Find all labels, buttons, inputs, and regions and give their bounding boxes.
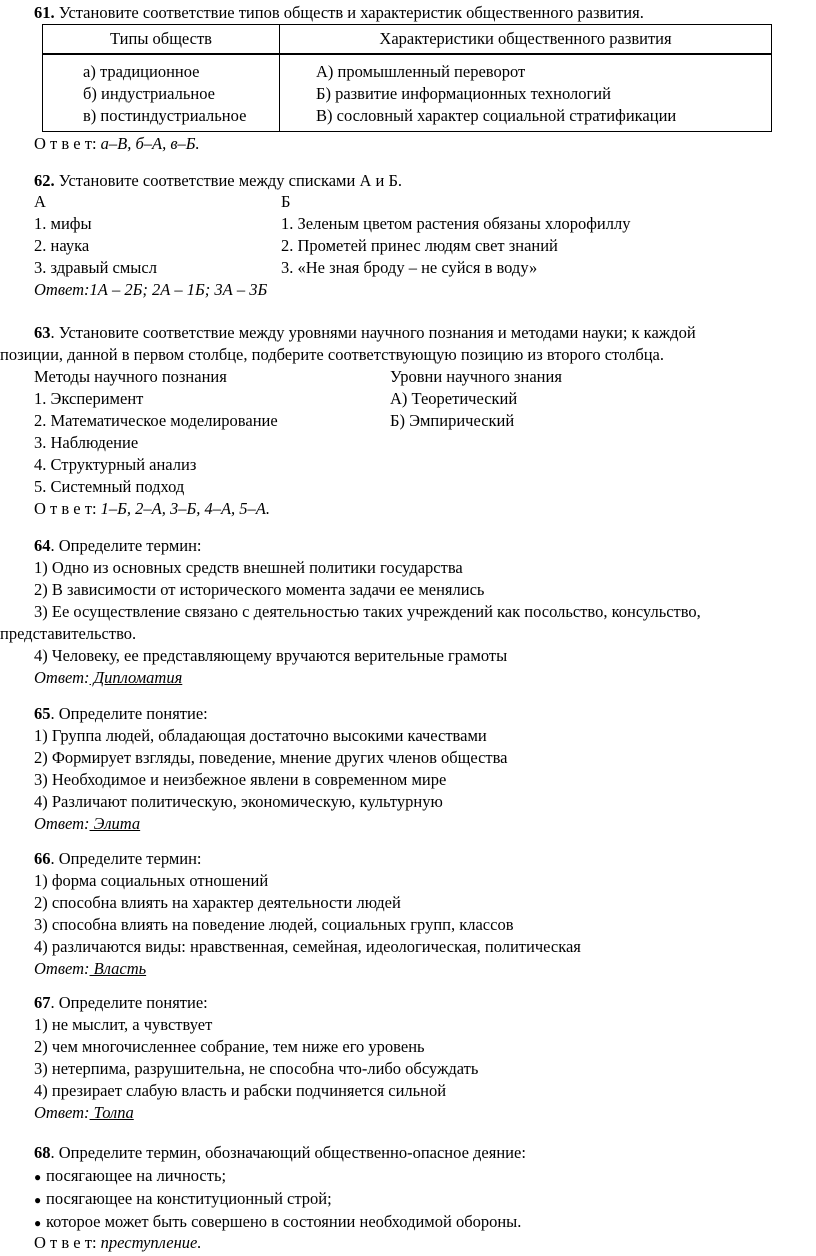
q61-answer [34, 133, 200, 155]
q63-answer-value: 1–Б, 2–А, 3–Б, 4–А, 5–А. [100, 499, 270, 518]
q65-title [34, 703, 208, 725]
q62-number: 62. [34, 171, 55, 190]
q65-answer-value: Элита [89, 814, 141, 833]
q66-item: 3) способна влиять на поведение людей, социальных групп, классов [34, 915, 514, 934]
q67-answer [34, 1102, 134, 1124]
q67-item: 2) чем многочисленнее собрание, тем ниже его уровень [34, 1037, 425, 1056]
q64-text: . Определите термин: [50, 536, 202, 555]
q64-item: 1) Одно из основных средств внешней политики государства [34, 558, 463, 577]
q62-col-b: Б [281, 192, 291, 211]
q66-answer [34, 958, 146, 980]
q67-text: . Определите понятие: [50, 993, 208, 1012]
q64-item: 3) Ее осуществление связано с деятельностью таких учреждений как посольство, консульство, [34, 602, 701, 621]
q63-left-item: 2. Математическое моделирование [34, 411, 278, 430]
q64-item: 4) Человеку, ее представляющему вручаются верительные грамоты [34, 646, 508, 665]
answer-label: Ответ: [34, 1103, 90, 1122]
q68-answer-value: преступление. [100, 1233, 202, 1252]
q67-item: 1) не мыслит, а чувствует [34, 1015, 213, 1034]
q68-bullet-text: посягающее на личность; [46, 1166, 227, 1185]
q63-right-item: А) Теоретический [390, 389, 518, 408]
q68-bullet-item [34, 1188, 332, 1211]
bullet-icon: ● [34, 1216, 42, 1230]
bullet-icon: ● [34, 1170, 42, 1184]
q68-bullet-text: посягающее на конституционный строй; [46, 1189, 332, 1208]
q63-right-item: Б) Эмпирический [390, 411, 515, 430]
q65-answer [34, 813, 140, 835]
q61-left-item: в) постиндустриальное [83, 106, 247, 125]
q61-right-item: А) промышленный переворот [316, 62, 526, 81]
q61-table [42, 24, 772, 132]
q65-text: . Определите понятие: [50, 704, 208, 723]
q61-number: 61. [34, 3, 55, 22]
q65-item: 2) Формирует взгляды, поведение, мнение других членов общества [34, 748, 508, 767]
q64-answer-value: Дипломатия [89, 668, 183, 687]
q68-answer [34, 1232, 202, 1254]
q62-left-item: 1. мифы [34, 214, 92, 233]
q68-bullet-item [34, 1211, 521, 1234]
q65-item: 3) Необходимое и неизбежное явлени в современном мире [34, 770, 447, 789]
q62-right-item: 1. Зеленым цветом растения обязаны хлорофиллу [281, 214, 631, 233]
q64-item: 2) В зависимости от исторического момента задачи ее менялись [34, 580, 485, 599]
q61-text: Установите соответствие типов обществ и характеристик общественного развития. [54, 3, 644, 22]
answer-label: Ответ: [34, 814, 90, 833]
q63-head-left: Методы научного познания [34, 367, 227, 386]
q62-right-item: 3. «Не зная броду – не суйся в воду» [281, 258, 538, 277]
q64-item-wrap: представительство. [0, 624, 137, 643]
q68-bullet-item [34, 1165, 226, 1188]
q63-line1 [34, 322, 696, 344]
q64-answer [34, 667, 182, 689]
answer-label: О т в е т: [34, 134, 97, 153]
q61-header-left: Типы обществ [43, 25, 280, 55]
q67-item: 3) нетерпима, разрушительна, не способна что-либо обсуждать [34, 1059, 479, 1078]
q68-text: . Определите термин, обозначающий общественно-опасное деяние: [50, 1143, 526, 1162]
q66-text: . Определите термин: [50, 849, 202, 868]
q63-left-item: 5. Системный подход [34, 477, 185, 496]
q61-left-item: а) традиционное [83, 62, 200, 81]
answer-label: Ответ: [34, 959, 90, 978]
q68-bullet-text: которое может быть совершено в состоянии необходимой обороны. [46, 1212, 522, 1231]
q63-head-right: Уровни научного знания [390, 367, 562, 386]
q61-header-right: Характеристики общественного развития [280, 25, 772, 55]
q65-item: 4) Различают политическую, экономическую, культурную [34, 792, 443, 811]
q63-number: 63 [34, 323, 51, 342]
q67-title [34, 992, 208, 1014]
q67-item: 4) презирает слабую власть и рабски подчиняется сильной [34, 1081, 447, 1100]
q62-text: Установите соответствие между списками А и Б. [54, 171, 403, 190]
q67-answer-value: Толпа [89, 1103, 134, 1122]
q66-item: 2) способна влиять на характер деятельности людей [34, 893, 401, 912]
q63-answer [34, 498, 270, 520]
q62-left-item: 3. здравый смысл [34, 258, 157, 277]
q63-text: . Установите соответствие между уровнями научного познания и методами науки; к каждой [50, 323, 696, 342]
q67-number: 67 [34, 993, 51, 1012]
q64-number: 64 [34, 536, 51, 555]
q63-left-item: 1. Эксперимент [34, 389, 144, 408]
q63-left-item: 3. Наблюдение [34, 433, 139, 452]
q62-right-item: 2. Прометей принес людям свет знаний [281, 236, 558, 255]
q62-answer: Ответ:1А – 2Б; 2А – 1Б; 3А – 3Б [34, 280, 268, 299]
q66-title [34, 848, 202, 870]
q61-left-cell [43, 54, 280, 132]
q61-answer-value: а–В, б–А, в–Б. [100, 134, 200, 153]
q66-item: 1) форма социальных отношений [34, 871, 269, 890]
q63-line2: позиции, данной в первом столбце, подберите соответствующую позицию из второго столбца. [0, 345, 664, 364]
q65-item: 1) Группа людей, обладающая достаточно высокими качествами [34, 726, 487, 745]
q61-right-item: Б) развитие информационных технологий [316, 84, 611, 103]
q66-answer-value: Власть [89, 959, 147, 978]
q65-number: 65 [34, 704, 51, 723]
q66-item: 4) различаются виды: нравственная, семейная, идеологическая, политическая [34, 937, 581, 956]
q61-right-cell [280, 54, 772, 132]
q68-title [34, 1142, 526, 1164]
q68-number: 68 [34, 1143, 51, 1162]
q66-number: 66 [34, 849, 51, 868]
bullet-icon: ● [34, 1193, 42, 1207]
q62-left-item: 2. наука [34, 236, 90, 255]
q61-right-item: В) сословный характер социальной стратификации [316, 106, 677, 125]
q61-left-item: б) индустриальное [83, 84, 215, 103]
answer-label: О т в е т: [34, 1233, 97, 1252]
q62-title [34, 170, 402, 192]
q62-col-a: А [34, 192, 46, 211]
q61-title [34, 2, 644, 24]
answer-label: Ответ: [34, 668, 90, 687]
q64-title [34, 535, 202, 557]
q63-left-item: 4. Структурный анализ [34, 455, 197, 474]
answer-label: О т в е т: [34, 499, 97, 518]
